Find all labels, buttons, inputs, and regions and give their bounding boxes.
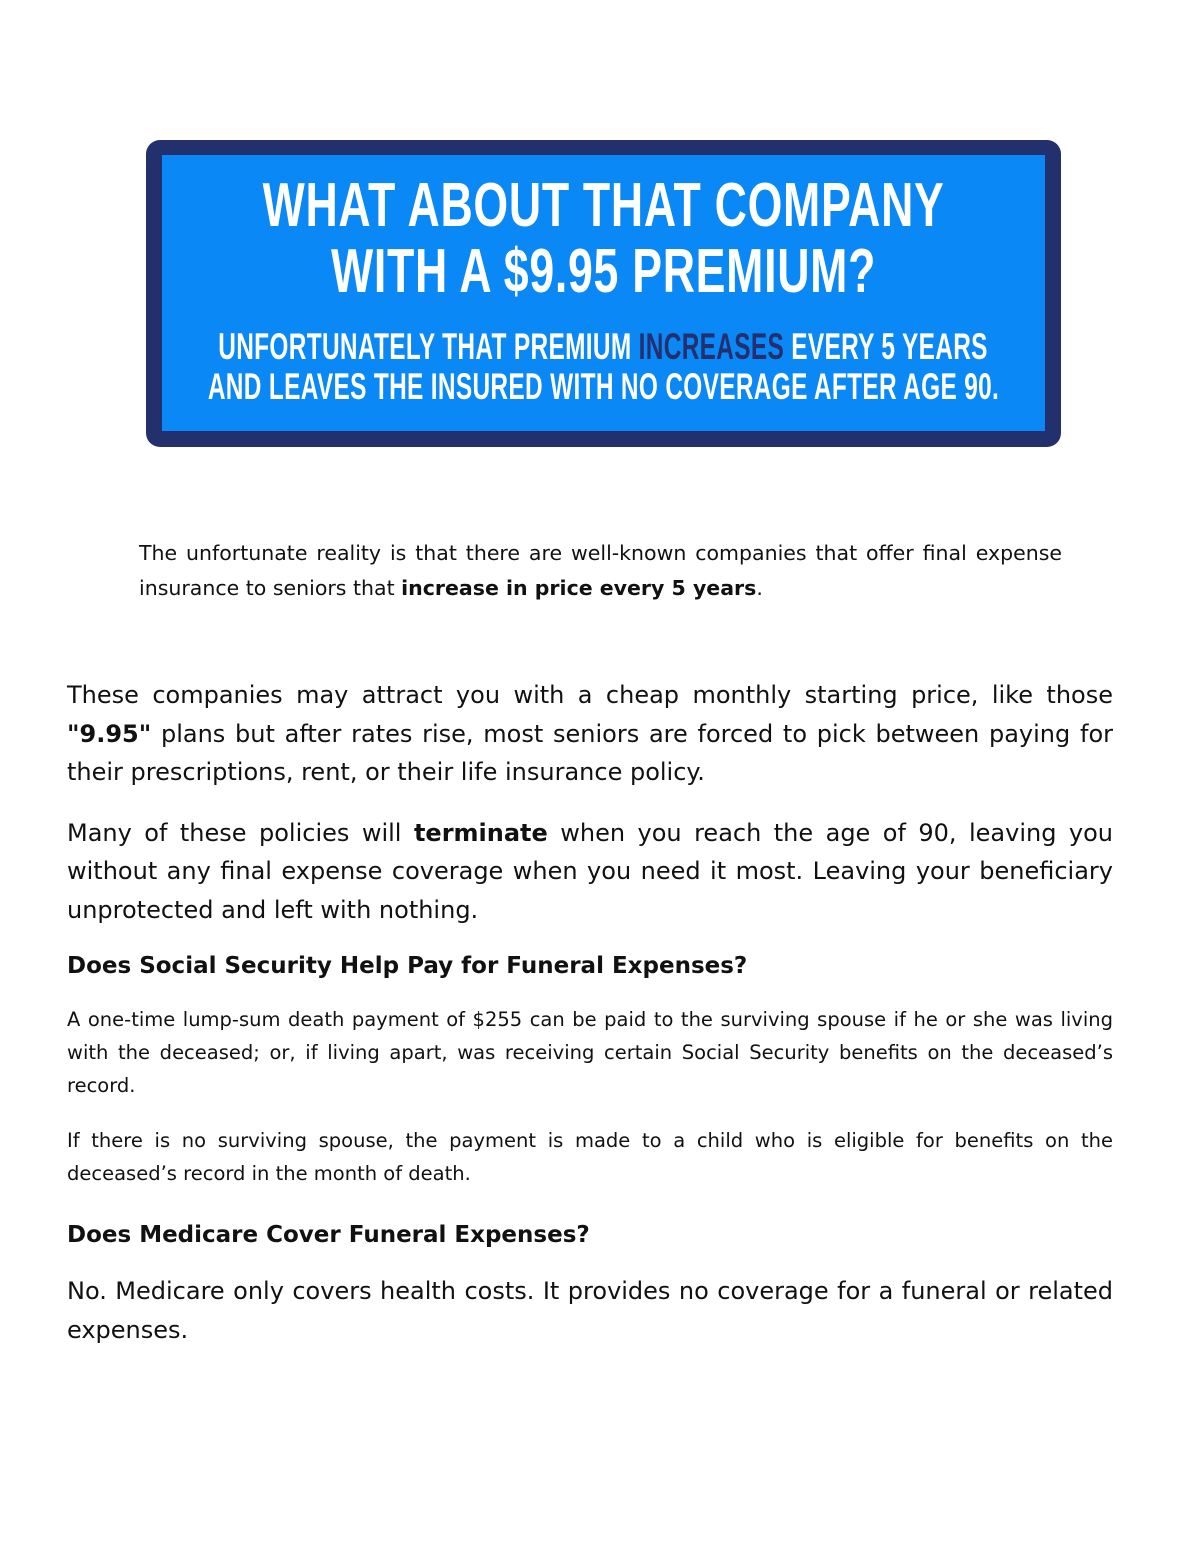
paragraph-lump-sum: A one-time lump-sum death payment of $255 can be paid to the surviving spouse if he or she was living with the deceased; or, if living apart, was receiving certain Social Security benefits on the deceased’s record. xyxy=(67,1008,1113,1097)
banner-subtitle-highlight: INCREASES xyxy=(639,326,785,367)
banner-subtitle-line-1 xyxy=(219,327,989,367)
promo-banner xyxy=(146,140,1061,447)
heading-medicare: Does Medicare Cover Funeral Expenses? xyxy=(67,1222,590,1248)
paragraph2-text-after: when you reach the age of 90, leaving you without any final expense coverage when you need it most. Leaving your beneficiary unprotected and left with nothing. xyxy=(67,818,1114,924)
paragraph1-text-before: These companies may attract you with a cheap monthly starting price, like those xyxy=(67,681,1113,709)
banner-title-line-2: WITH A $9.95 PREMIUM? xyxy=(330,237,877,306)
promo-banner-panel xyxy=(162,155,1045,431)
paragraph-medicare: No. Medicare only covers health costs. It provides no coverage for a funeral or related expenses. xyxy=(67,1277,1113,1344)
banner-title-line-1: WHAT ABOUT THAT COMPANY xyxy=(262,171,945,240)
paragraph-terminate xyxy=(67,814,1113,930)
main-content xyxy=(67,676,1113,1371)
banner-subtitle-line-2: AND LEAVES THE INSURED WITH NO COVERAGE AFTER AGE 90. xyxy=(207,366,1000,407)
paragraph-cheap-plans xyxy=(67,676,1113,792)
intro-paragraph xyxy=(139,536,1062,606)
intro-text-before: The unfortunate reality is that there are well-known companies that offer final expense insurance to seniors that xyxy=(139,541,1062,600)
paragraph2-text-bold: terminate xyxy=(413,818,548,847)
paragraph-no-spouse: If there is no surviving spouse, the payment is made to a child who is eligible for benefits on the deceased’s record in the month of death. xyxy=(67,1129,1113,1185)
banner-subtitle-text-a: UNFORTUNATELY THAT PREMIUM xyxy=(218,326,640,367)
intro-text-bold: increase in price every 5 years xyxy=(401,576,757,600)
paragraph1-text-bold: "9.95" xyxy=(67,719,152,748)
banner-subtitle-text-b: EVERY 5 YEARS xyxy=(784,326,989,367)
paragraph2-text-before: Many of these policies will xyxy=(67,818,414,847)
paragraph1-text-after: plans but after rates rise, most seniors are forced to pick between paying for their prescriptions, rent, or their life insurance policy. xyxy=(67,719,1113,786)
intro-text-after: . xyxy=(756,576,763,600)
heading-social-security: Does Social Security Help Pay for Funeral Expenses? xyxy=(67,953,748,979)
